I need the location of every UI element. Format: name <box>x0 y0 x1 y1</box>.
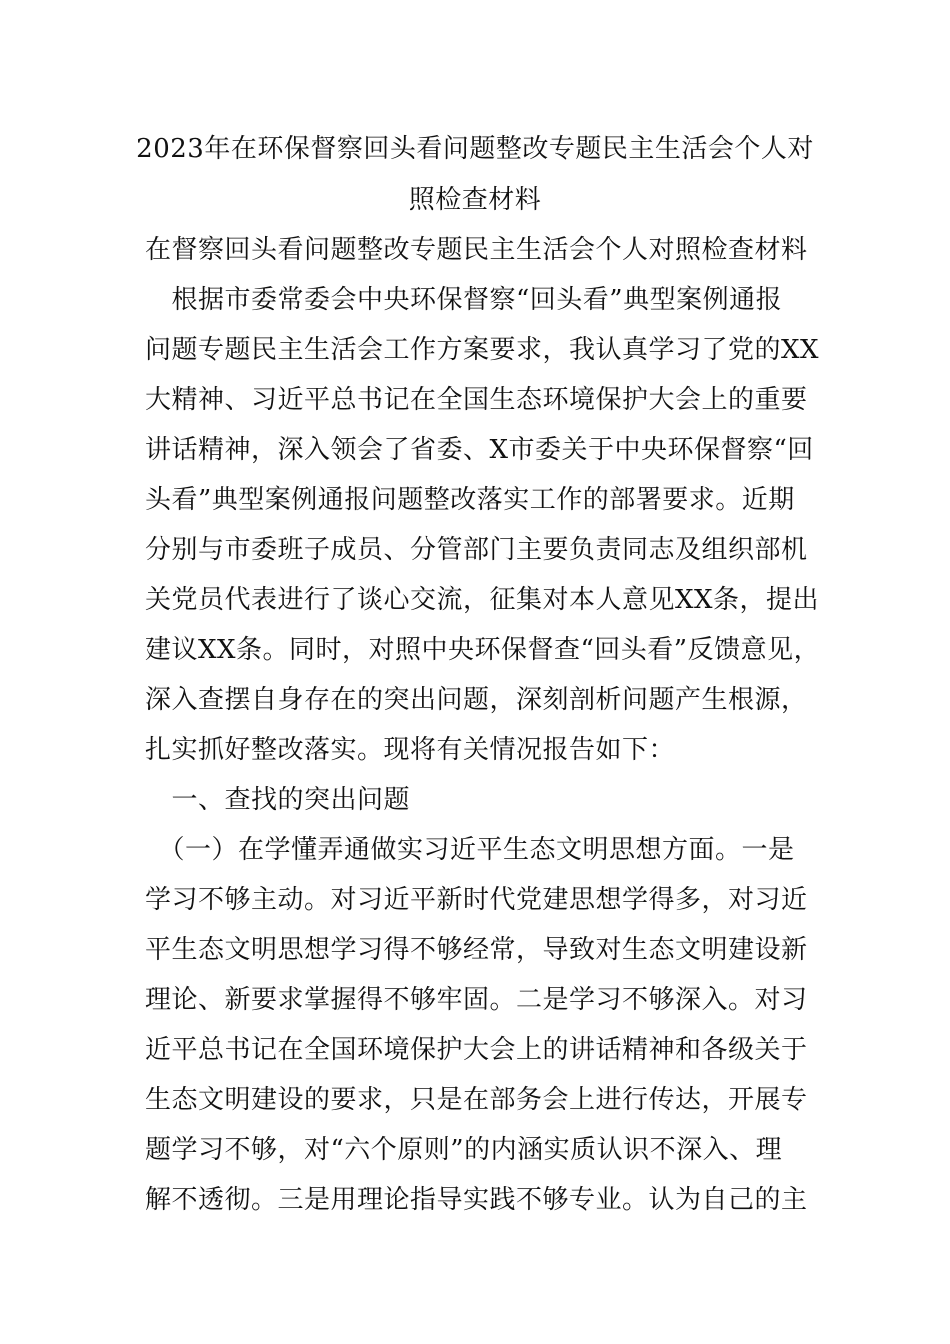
body-line: 头看”典型案例通报问题整改落实工作的部署要求。近期 <box>145 485 795 515</box>
subsection-line: （一）在学懂弄通做实习近平生态文明思想方面。一是 <box>145 835 795 865</box>
body-line: 平生态文明思想学习得不够经常，导致对生态文明建设新 <box>145 935 808 965</box>
body-line: 关党员代表进行了谈心交流，征集对本人意见XX条，提出 <box>145 585 820 615</box>
body-line: 题学习不够，对“六个原则”的内涵实质认识不深入、理 <box>145 1135 783 1165</box>
body-line: 理论、新要求掌握得不够牢固。二是学习不够深入。对习 <box>145 985 808 1015</box>
body-line: 讲话精神，深入领会了省委、X市委关于中央环保督察“回 <box>145 435 814 465</box>
section-heading: 一、查找的突出问题 <box>145 785 411 815</box>
body-line: 学习不够主动。对习近平新时代党建思想学得多，对习近 <box>145 885 808 915</box>
document-title-line-2: 照检查材料 <box>408 185 542 215</box>
body-line: 分别与市委班子成员、分管部门主要负责同志及组织部机 <box>145 535 808 565</box>
body-line: 解不透彻。三是用理论指导实践不够专业。认为自己的主 <box>145 1185 808 1215</box>
body-line: 生态文明建设的要求，只是在部务会上进行传达，开展专 <box>145 1085 808 1115</box>
body-line: 扎实抓好整改落实。现将有关情况报告如下： <box>145 735 676 765</box>
document-subtitle: 在督察回头看问题整改专题民主生活会个人对照检查材料 <box>145 235 808 265</box>
body-line: 大精神、习近平总书记在全国生态环境保护大会上的重要 <box>145 385 808 415</box>
body-line: 根据市委常委会中央环保督察“回头看”典型案例通报 <box>145 285 783 315</box>
document-title-line-1: 2023年在环保督察回头看问题整改专题民主生活会个人对 <box>136 134 814 164</box>
body-line: 深入查摆自身存在的突出问题，深刻剖析问题产生根源， <box>145 685 808 715</box>
body-line: 问题专题民主生活会工作方案要求，我认真学习了党的XX <box>145 335 820 365</box>
body-line: 近平总书记在全国环境保护大会上的讲话精神和各级关于 <box>145 1035 808 1065</box>
body-line: 建议XX条。同时，对照中央环保督查“回头看”反馈意见， <box>145 635 821 665</box>
